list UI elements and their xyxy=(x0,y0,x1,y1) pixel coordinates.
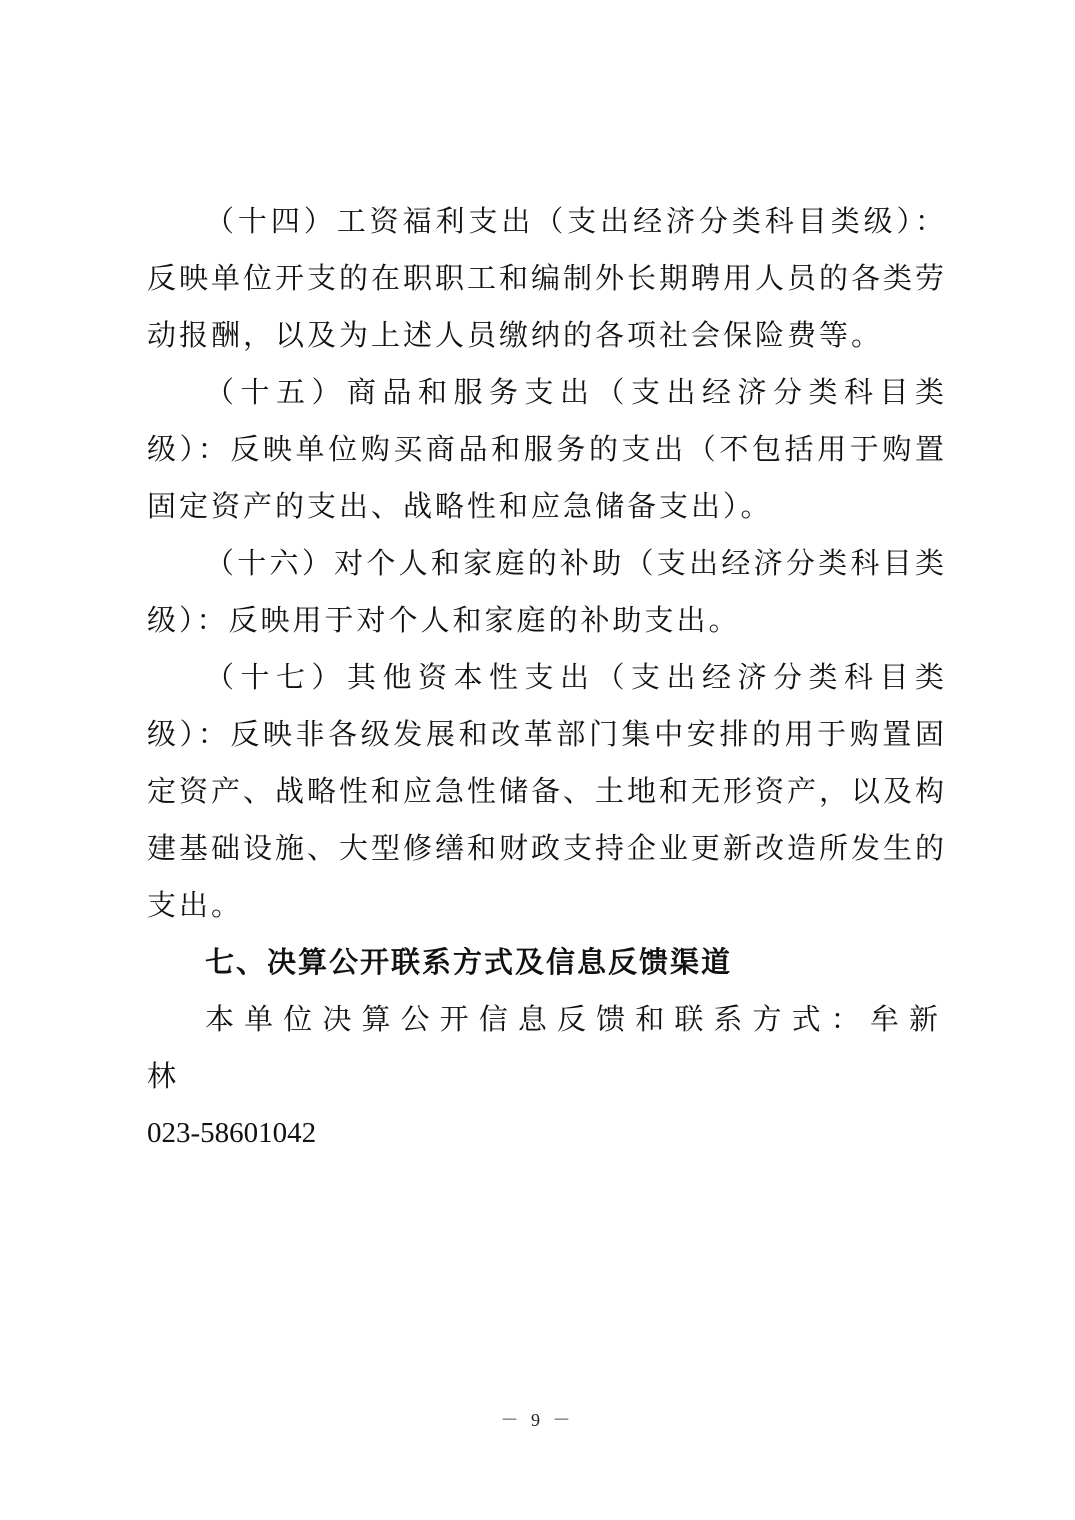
paragraph-other-capital xyxy=(147,649,947,934)
paragraph-goods-services xyxy=(147,364,947,535)
paragraph-lead: （十五）商品和服务支出（支出经济分类科目类级）： xyxy=(147,375,947,466)
contact-line: 本单位决算公开信息反馈和联系方式：牟新林 xyxy=(147,1002,947,1093)
paragraph-lead: （十六）对个人和家庭的补助（支出经济分类科目类级） xyxy=(147,546,947,637)
paragraph-lead: （十四）工资福利支出（支出经济分类科目类级）： xyxy=(205,204,947,238)
paragraph-body: 反映单位购买商品和服务的支出（不包括用于购置固定资产的支出、战略性和应急储备支出）。 xyxy=(147,432,947,523)
contact-phone: 023-58601042 xyxy=(147,1117,317,1149)
paragraph-body: 反映单位开支的在职职工和编制外长期聘用人员的各类劳动报酬，以及为上述人员缴纳的各项社会保险费等。 xyxy=(147,261,948,352)
paragraph-body: ：反映用于对个人和家庭的补助支出。 xyxy=(196,603,741,637)
paragraph-individual-subsidy xyxy=(147,535,947,649)
section-heading: 七、决算公开联系方式及信息反馈渠道 xyxy=(205,945,733,979)
paragraph-body: 反映非各级发展和改革部门集中安排的用于购置固定资产、战略性和应急性储备、土地和无形资产，以及构建基础设施、大型修缮和财政支持企业更新改造所发生的支出。 xyxy=(147,717,948,922)
paragraph-wage-welfare xyxy=(147,193,947,364)
paragraph-lead: （十七）其他资本性支出（支出经济分类科目类级）： xyxy=(147,660,947,751)
page-content xyxy=(147,193,947,1162)
page-number: － 9 － xyxy=(500,1410,575,1430)
